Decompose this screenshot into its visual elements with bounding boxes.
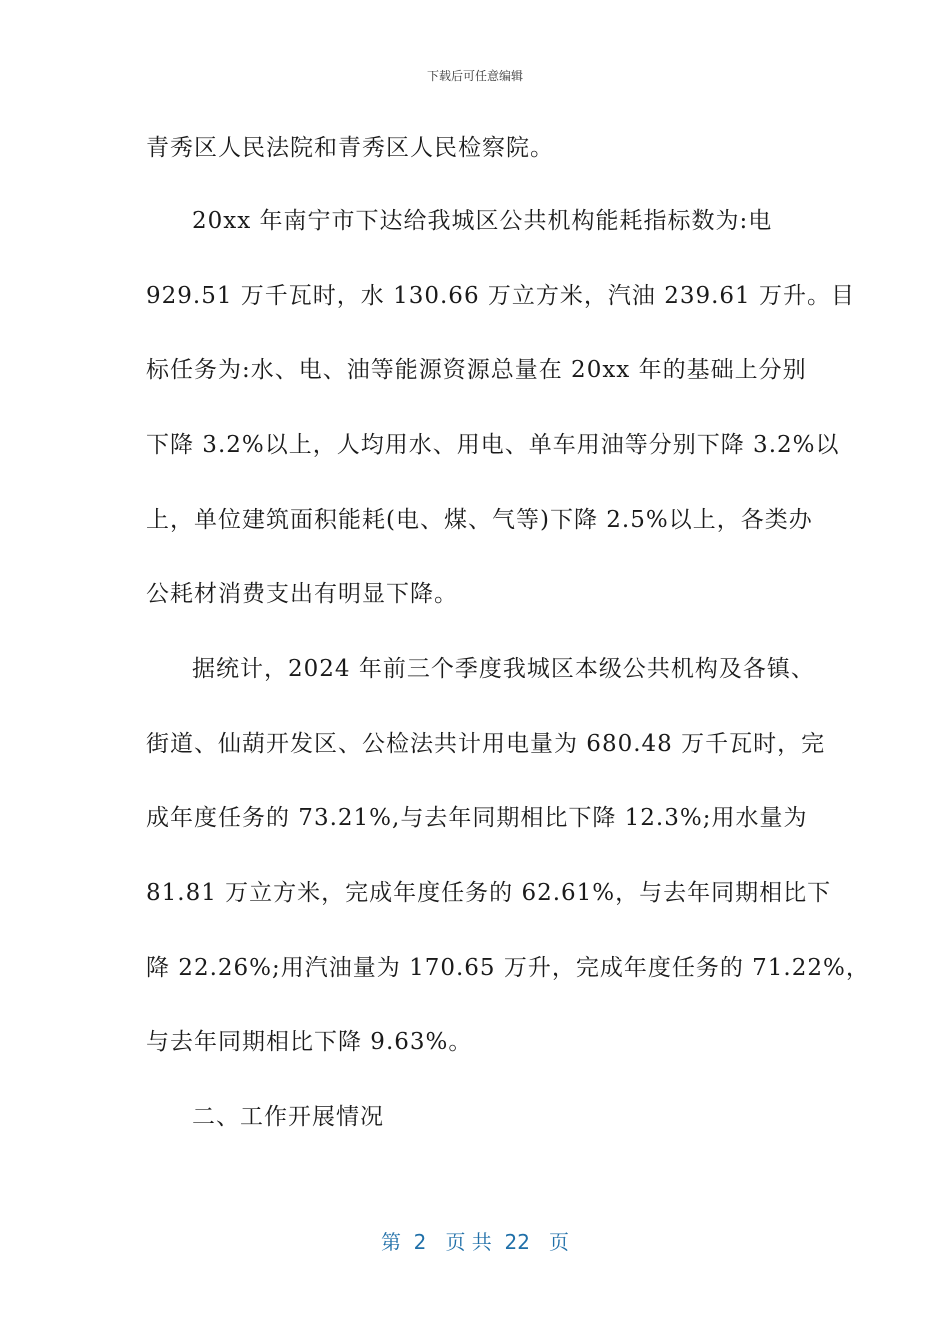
text-line: 与去年同期相比下降 9.63%。 bbox=[146, 1029, 473, 1055]
paragraph-first-line: 20xx 年南宁市下达给我城区公共机构能耗指标数为:电 bbox=[192, 208, 773, 234]
text-line: 街道、仙葫开发区、公检法共计用电量为 680.48 万千瓦时，完 bbox=[146, 731, 826, 757]
section-heading: 二、工作开展情况 bbox=[192, 1104, 384, 1130]
page-number-footer: 第 2 页 共 22 页 bbox=[380, 1230, 570, 1254]
text-line: 成年度任务的 73.21%,与去年同期相比下降 12.3%;用水量为 bbox=[146, 805, 808, 831]
paragraph-first-line: 据统计，2024 年前三个季度我城区本级公共机构及各镇、 bbox=[192, 656, 815, 682]
text-line: 929.51 万千瓦时，水 130.66 万立方米，汽油 239.61 万升。目 bbox=[146, 283, 855, 309]
text-line: 公耗材消费支出有明显下降。 bbox=[146, 581, 458, 607]
text-line: 上，单位建筑面积能耗(电、煤、气等)下降 2.5%以上，各类办 bbox=[146, 507, 813, 533]
text-line: 青秀区人民法院和青秀区人民检察院。 bbox=[146, 135, 554, 161]
text-line: 81.81 万立方米，完成年度任务的 62.61%，与去年同期相比下 bbox=[146, 880, 832, 906]
text-line: 下降 3.2%以上，人均用水、用电、单车用油等分别下降 3.2%以 bbox=[146, 432, 840, 458]
header-note: 下载后可任意编辑 bbox=[426, 69, 523, 83]
text-line: 标任务为:水、电、油等能源资源总量在 20xx 年的基础上分别 bbox=[146, 357, 807, 383]
text-line: 降 22.26%;用汽油量为 170.65 万升，完成年度任务的 71.22%， bbox=[146, 955, 870, 981]
